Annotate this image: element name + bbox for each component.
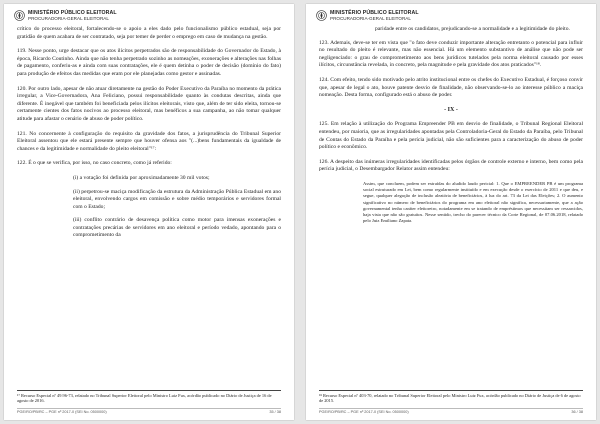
page-number: 35 / 38 (269, 410, 281, 414)
paragraph-121: 121. No concernente à configuração do requisito da gravidade dos fatos, a jurisprudência do Tribunal Superior Eleitoral assentou que ele estará presente sempre que houver ofensa aos "(...)bens fundamentais da igualdade de chances e da legitimidade e normalidade do pleito eleitoral"¹⁷: (17, 130, 281, 152)
footnote: ¹⁸ Recurso Especial nº 403-70, relatado no Tribunal Superior Eleitoral pelo Ministro Luiz Fux, acórdão publicado no Diário de Justiça de 6 de agosto de 2015. (319, 390, 583, 404)
page-footer (17, 408, 281, 414)
page-body (17, 26, 281, 246)
page-header (316, 10, 586, 24)
page-footer (319, 408, 583, 414)
paragraph-124: 124. Com efeito, tendo sido motivado pelo atrito institucional entre os chefes do Executivo Estadual, é forçoso convir que, apesar de legal o ato, houve patente desvio de finalidade, não observando-se-lo ao interesse público a maciça nomeação. Desta forma, configurado está o abuso de poder. (319, 76, 583, 99)
office-name: PROCURADORIA-GERAL ELEITORAL (330, 16, 411, 21)
paragraph-126: 126. A despeito das inúmeras irregularidades identificadas pelos órgãos de controle externo e interno, bem como pela perícia judicial, o Desembargador Relator assim entendeu: (319, 158, 583, 173)
footnote: ¹⁷ Recurso Especial nº 49.96-73, relatado no Tribunal Superior Eleitoral pelo Ministro Luiz Fux, acórdão publicado no Diário de Justiça de 16 de agosto de 2016. (17, 390, 281, 404)
coat-of-arms-icon (14, 10, 25, 21)
paragraph-122: 122. É o que se verifica, por isso, no caso concreto, como já referido: (17, 160, 172, 167)
list-item: (ii) perpetrou-se maciça modificação da estrutura da Administração Pública Estadual em ano eleitoral, envolvendo cargos em comissão e sobre médio temporários e servidores formal com o Estado; (73, 188, 281, 210)
block-quote: Assim, que concluem, podem ser extraídas do aludido laudo pericial: 1. Que o EMPREENDER PB é um programa social estruturado em Lei, bem como regularmente instituído e em execução desde o exercício de 2011 e que deu, e segue, qualquer alegação de inclusão aleatória de beneficiários, à luz do art. 73 da Lei das Eleições; 2. O aumento significativo no número de beneficiários do programa em ano eleitoral não significa, necessariamente, que a ação governamental tenha caráter eleitoreiro, notadamente em se tratando de empréstimos que necessitam ser ressarcidos, haja vista que não são gratuitos. Nesse sentido, trecho do parecer técnico da Corte Regional, de 07.06.2018, relatado pelo Juiz Emiliano Zapata. (363, 180, 583, 224)
paragraph-123: 123. Ademais, deve-se ter em vista que "o fato deve conduzir importante alteração entretanto o potencial para influir no resultado do pleito é relevante, mas não essencial. Há um elemento substantivo de análise que não pode ser negligenciado: o grau de comprometimento aos bens jurídicos tutelados pela norma eleitoral causado por esses ilícitos, circunstância revelada, in concreto, pela magnitude e pela gravidade dos atos praticados"¹⁸. (319, 39, 583, 69)
paragraph-119: 119. Nesse ponto, urge destacar que os atos ilícitos perpetrados são de responsabilidade do Governador do Estado, à época, Ricardo Coutinho. Ainda que não tenha perpetrado sozinho as nomeações, exonerações e alterações nas folhas de pagamento, conferiu-as e ainda com suas contratações, ele é quem detinha o poder de decisão (domínio do fato) para produção de efeitos das medidas que eram por ele planejadas como gestor e assinadas. (17, 48, 281, 77)
list-item-continued: paridade entre os candidatos, prejudicando-se a normalidade e a legitimidade do pleito. (375, 26, 570, 32)
list-item: (i) a votação foi definida por aproximadamente 30 mil votos; (73, 174, 210, 181)
section-heading: - IX - (444, 106, 458, 113)
footer-reference: PGE/RO/PB/RC – PGE nº 2017-0 (SEI No. 0500000) (17, 410, 107, 414)
document-page-right (306, 4, 596, 420)
list-item: (iii) conflito contrário de desavença política como motor para imensas exonerações e contratações precárias de servidores em ano eleitoral e período vedado, apontando para o comprometimento da (73, 217, 281, 239)
page-body (319, 26, 583, 230)
office-name: PROCURADORIA-GERAL ELEITORAL (28, 16, 109, 21)
coat-of-arms-icon (316, 10, 327, 21)
paragraph-120: 120. Por outro lado, apesar de não atuar diretamente na gestão do Poder Executivo da Paraíba no momento da prática irregular, a Vice-Governadora, Ana Feliciano, possui responsabilidade quanto às condutas descritas, ainda que diferente. É inegável que também foi beneficiada pelos ilícitos eleitorais, visto que, além de ter sido eleita, tornou-se certamente cientes dos fatos nocivos ao processo eleitoral, mas benéficos a sua campanha, ao não tomar qualquer atitude para afastar o cenário de abuso de poder político. (17, 85, 281, 122)
document-page-left (4, 4, 294, 420)
org-name: MINISTÉRIO PÚBLICO ELEITORAL (28, 10, 117, 16)
page-header (14, 10, 284, 24)
footer-reference: PGE/RO/PB/RC – PGE nº 2017-0 (SEI No. 0500000) (319, 410, 409, 414)
org-name: MINISTÉRIO PÚBLICO ELEITORAL (330, 10, 419, 16)
paragraph: crítico do processo eleitoral, fortalecendo-se o apoio a eles dado pelo funcionalismo público estadual, seja por gratidão de quem acabara de ser contratado, seja por temer de perder o emprego em caso de mudança na gestão. (17, 26, 281, 40)
page-number: 36 / 38 (571, 410, 583, 414)
paragraph-125: 125. Em relação à utilização do Programa Empreender PB em desvio de finalidade, o Tribunal Regional Eleitoral entendeu, por maioria, que as irregularidades apontadas pela Controladoria-Geral do Estado da Paraíba, pelo Tribunal de Contas do Estado da Paraíba e pela perícia judicial, não são suficientes para a caracterização do abuso de poder político e econômico. (319, 121, 583, 151)
